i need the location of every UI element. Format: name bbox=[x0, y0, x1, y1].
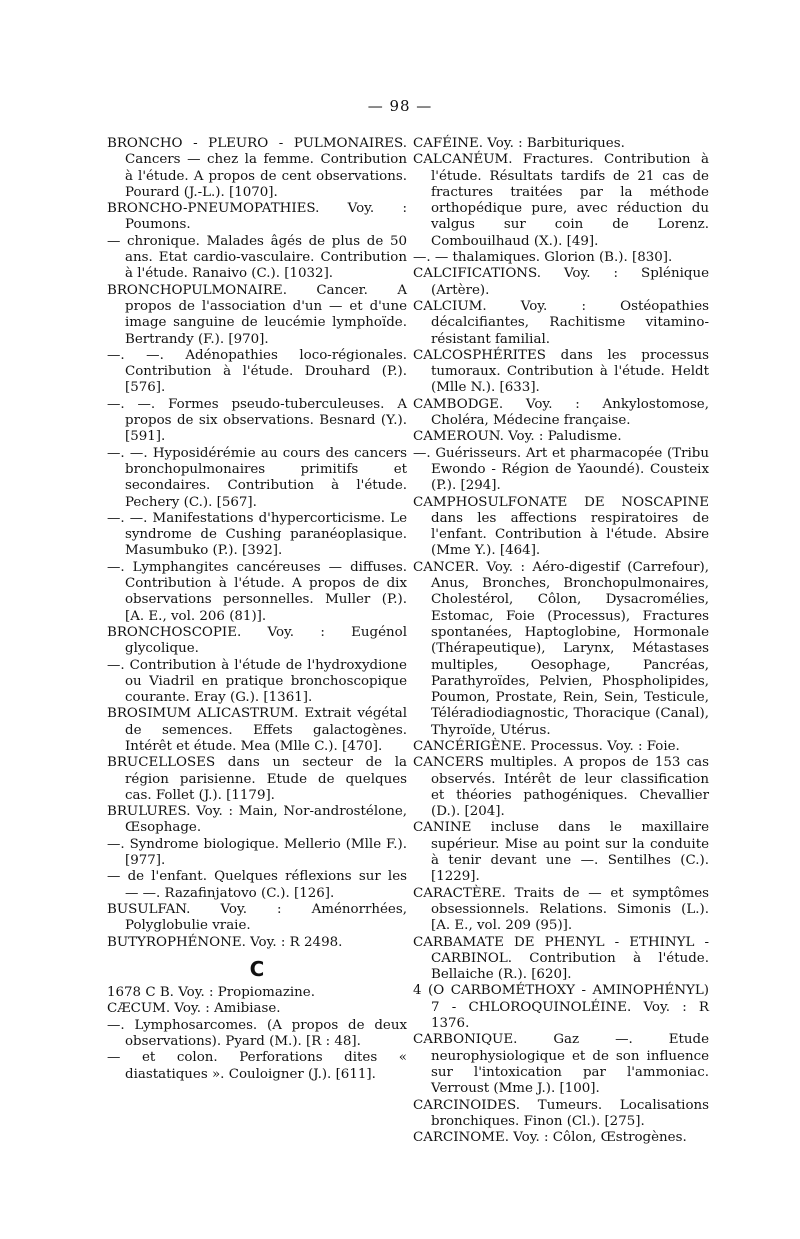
index-entry: BRONCHOPULMONAIRE. Cancer. A propos de l'association d'un — et d'une image sanguine de leucémie lymphoïde. Bertrandy (F.). [970]. bbox=[107, 282, 407, 347]
index-entry: CAMBODGE. Voy. : Ankylostomose, Choléra, Médecine française. bbox=[413, 396, 709, 429]
index-entry: —. Lymphosarcomes. (A propos de deux observations). Pyard (M.). [R : 48]. bbox=[107, 1017, 407, 1050]
index-entry: BRULURES. Voy. : Main, Nor-androstélone, Œsophage. bbox=[107, 804, 407, 836]
right-column bbox=[413, 136, 709, 1146]
index-entry: — chronique. Malades âgés de plus de 50 ans. Etat cardio-vasculaire. Contribution à l'étude. Ranaivo (C.). [1032]. bbox=[107, 233, 407, 282]
index-entry: —. —. Hyposidérémie au cours des cancers bronchopulmonaires primitifs et secondaires. Contribution à l'étude. Pechery (C.). [567]. bbox=[107, 445, 407, 510]
index-entry: — et colon. Perforations dites « diastatiques ». Couloigner (J.). [611]. bbox=[107, 1050, 407, 1082]
index-entry: 1678 C B. Voy. : Propiomazine. bbox=[107, 985, 315, 1001]
index-entry: —. —. Manifestations d'hypercorticisme. Le syndrome de Cushing paranéoplasique. Masumbuko (P.). [392]. bbox=[107, 510, 407, 559]
index-entry: BROSIMUM ALICASTRUM. Extrait végétal de semences. Effets galactogènes. Intérêt et étude. Mea (Mlle C.). [470]. bbox=[107, 706, 407, 754]
index-entry: —. — thalamiques. Glorion (B.). [830]. bbox=[413, 250, 673, 266]
index-entry: CALCANÉUM. Fractures. Contribution à l'étude. Résultats tardifs de 21 cas de fractures traitées par la méthode orthopédique pure, avec réduction du valgus sur coin de Lorenz. Combouilhaud (X.). [49]. bbox=[413, 152, 709, 249]
section-letter-heading: C bbox=[249, 956, 265, 981]
index-entry: CARCINOIDES. Tumeurs. Localisations bronchiques. Finon (Cl.). [275]. bbox=[413, 1097, 709, 1129]
index-entry: —. —. Formes pseudo-tuberculeuses. A propos de six observations. Besnard (Y.). [591]. bbox=[107, 396, 407, 445]
index-entry: CAFÉINE. Voy. : Barbituriques. bbox=[413, 136, 625, 151]
index-entry: CAMPHOSULFONATE DE NOSCAPINE dans les affections respiratoires de l'enfant. Contribution à l'étude. Absire (Mme Y.). [464]. bbox=[413, 494, 709, 559]
index-entry: CANCER. Voy. : Aéro-digestif (Carrefour), Anus, Bronches, Bronchopulmonaires, Cholestérol, Côlon, Dysacromélies, Estomac, Foie (Processus), Fractures spontanées, Haptoglobine, Hormonale (Thérapeutique), Larynx, Métastases multiples, Oesophage, Pancréas, Parathyroïdes, Pelvien, Phospholipides, Poumon, Prostate, Rein, Sein, Testicule, Téléradiodiagnostic, Thoracique (Canal), Thyroïde, Utérus. bbox=[413, 559, 709, 738]
index-entry: CANINE incluse dans le maxillaire supérieur. Mise au point sur la conduite à tenir devant une —. Sentilhes (C.). [1229]. bbox=[413, 820, 709, 885]
index-entry: BRUCELLOSES dans un secteur de la région parisienne. Etude de quelques cas. Follet (J.). [1179]. bbox=[107, 755, 407, 803]
index-entry: —. Lymphangites cancéreuses — diffuses. Contribution à l'étude. A propos de dix observations personnelles. Muller (P.). [A. E., vol. 206 (81)]. bbox=[107, 559, 407, 624]
index-entry: CARBONIQUE. Gaz —. Etude neurophysiologique et de son influence sur l'intoxication par l'ammoniac. Verroust (Mme J.). [100]. bbox=[413, 1032, 709, 1097]
page-number: — 98 — bbox=[367, 97, 433, 115]
index-entry: BRONCHO - PLEURO - PULMONAIRES. Cancers — chez la femme. Contribution à l'étude. A propos de cent observations. Pourard (J.-L.). [1070]. bbox=[107, 136, 407, 200]
index-entry: —. Guérisseurs. Art et pharmacopée (Tribu Ewondo - Région de Yaoundé). Cousteix (P.). [294]. bbox=[413, 445, 709, 494]
index-entry: CARBAMATE DE PHENYL - ETHINYL - CARBINOL. Contribution à l'étude. Bellaiche (R.). [620]. bbox=[413, 934, 709, 983]
index-entry: 4 (O CARBOMÉTHOXY - AMINOPHÉNYL) 7 - CHLOROQUINOLÉINE. Voy. : R 1376. bbox=[413, 983, 709, 1032]
index-entry: —. —. Adénopathies loco-régionales. Contribution à l'étude. Drouhard (P.). [576]. bbox=[107, 347, 407, 396]
index-entry: CALCIFICATIONS. Voy. : Splénique (Artère). bbox=[413, 266, 709, 298]
left-column bbox=[107, 136, 407, 1083]
index-entry: CALCIUM. Voy. : Ostéopathies décalcifiantes, Rachitisme vitamino-résistant familial. bbox=[413, 298, 709, 347]
index-entry: —. Syndrome biologique. Mellerio (Mlle F.). [977]. bbox=[107, 836, 407, 869]
index-entry: — de l'enfant. Quelques réflexions sur les — —. Razafinjatovo (C.). [126]. bbox=[107, 869, 407, 901]
index-entry: BUTYROPHÉNONE. Voy. : R 2498. bbox=[107, 934, 343, 950]
index-entry: CARACTÈRE. Traits de — et symptômes obsessionnels. Relations. Simonis (L.). [A. E., vol. 209 (95)]. bbox=[413, 885, 709, 934]
index-entry: CARCINOME. Voy. : Côlon, Œstrogènes. bbox=[413, 1130, 687, 1146]
index-entry: CAMEROUN. Voy. : Paludisme. bbox=[413, 429, 622, 445]
index-entry: CALCOSPHÉRITES dans les processus tumoraux. Contribution à l'étude. Heldt (Mlle N.). [633]. bbox=[413, 347, 709, 396]
index-entry: BUSULFAN. Voy. : Aménorrhées, Polyglobulie vraie. bbox=[107, 901, 407, 934]
index-entry: CÆCUM. Voy. : Amibiase. bbox=[107, 1001, 281, 1017]
index-entry: CANCÉRIGÈNE. Processus. Voy. : Foie. bbox=[413, 738, 680, 754]
index-entry: BRONCHOSCOPIE. Voy. : Eugénol glycolique. bbox=[107, 624, 407, 657]
index-entry: BRONCHO-PNEUMOPATHIES. Voy. : Poumons. bbox=[107, 201, 407, 233]
index-entry: CANCERS multiples. A propos de 153 cas observés. Intérêt de leur classification et théories pathogéniques. Chevallier (D.). [204]. bbox=[413, 755, 709, 820]
index-entry: —. Contribution à l'étude de l'hydroxydione ou Viadril en pratique bronchoscopique courante. Eray (G.). [1361]. bbox=[107, 657, 407, 706]
